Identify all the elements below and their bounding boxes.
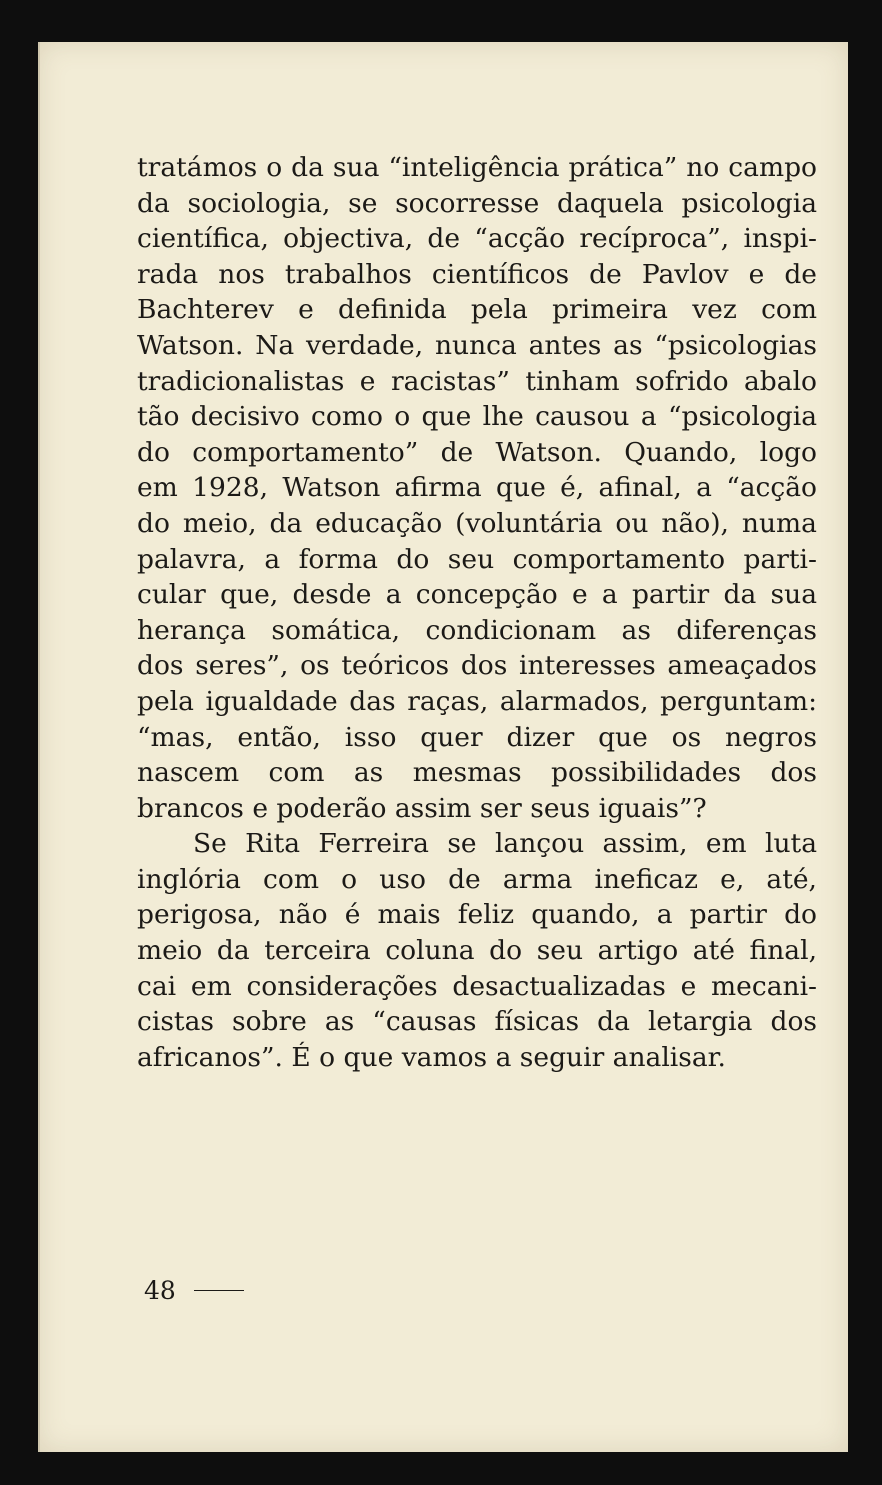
text-line: africanos”. É o que vamos a seguir analisar. xyxy=(137,1041,726,1073)
text-line: cai em considerações desactualizadas e mecani- xyxy=(137,970,817,1002)
text-line: inglória com o uso de arma ineficaz e, até, xyxy=(137,863,817,895)
text-line: Bachterev e definida pela primeira vez com xyxy=(137,294,817,326)
page-footer xyxy=(144,1276,244,1305)
text-line: herança somática, condicionam as diferenças xyxy=(137,614,817,646)
text-line: palavra, a forma do seu comportamento parti- xyxy=(137,543,817,575)
text-line: rada nos trabalhos científicos de Pavlov e de xyxy=(137,258,817,290)
text-line: meio da terceira coluna do seu artigo até final, xyxy=(137,935,817,967)
text-line: dos seres”, os teóricos dos interesses ameaçados xyxy=(137,650,817,682)
footer-rule xyxy=(194,1290,244,1292)
text-line: em 1928, Watson afirma que é, afinal, a “acção xyxy=(137,472,817,504)
text-line: cistas sobre as “causas físicas da letargia dos xyxy=(137,1006,817,1038)
text-line: nascem com as mesmas possibilidades dos xyxy=(137,757,817,789)
text-line: tradicionalistas e racistas” tinham sofrido abalo xyxy=(137,365,817,397)
text-line: Watson. Na verdade, nunca antes as “psicologias xyxy=(137,329,817,361)
text-line: tratámos o da sua “inteligência prática” no campo xyxy=(137,152,817,183)
text-line: do meio, da educação (voluntária ou não), numa xyxy=(137,507,817,539)
text-line: “mas, então, isso quer dizer que os negros xyxy=(137,721,817,753)
body-text xyxy=(137,150,817,1075)
text-line: Se Rita Ferreira se lançou assim, em luta xyxy=(193,828,817,860)
text-line: pela igualdade das raças, alarmados, perguntam: xyxy=(137,685,817,717)
text-line: da sociologia, se socorresse daquela psicologia xyxy=(137,187,817,219)
text-line: perigosa, não é mais feliz quando, a partir do xyxy=(137,899,817,931)
text-line: do comportamento” de Watson. Quando, logo xyxy=(137,436,817,468)
page-number: 48 xyxy=(144,1276,176,1305)
text-line: científica, objectiva, de “acção recíproca”, inspi- xyxy=(137,223,817,255)
text-line: tão decisivo como o que lhe causou a “psicologia xyxy=(137,401,817,433)
text-line: cular que, desde a concepção e a partir da sua xyxy=(137,579,817,611)
page-edge xyxy=(38,42,40,1452)
text-line: brancos e poderão assim ser seus iguais”? xyxy=(137,792,707,824)
